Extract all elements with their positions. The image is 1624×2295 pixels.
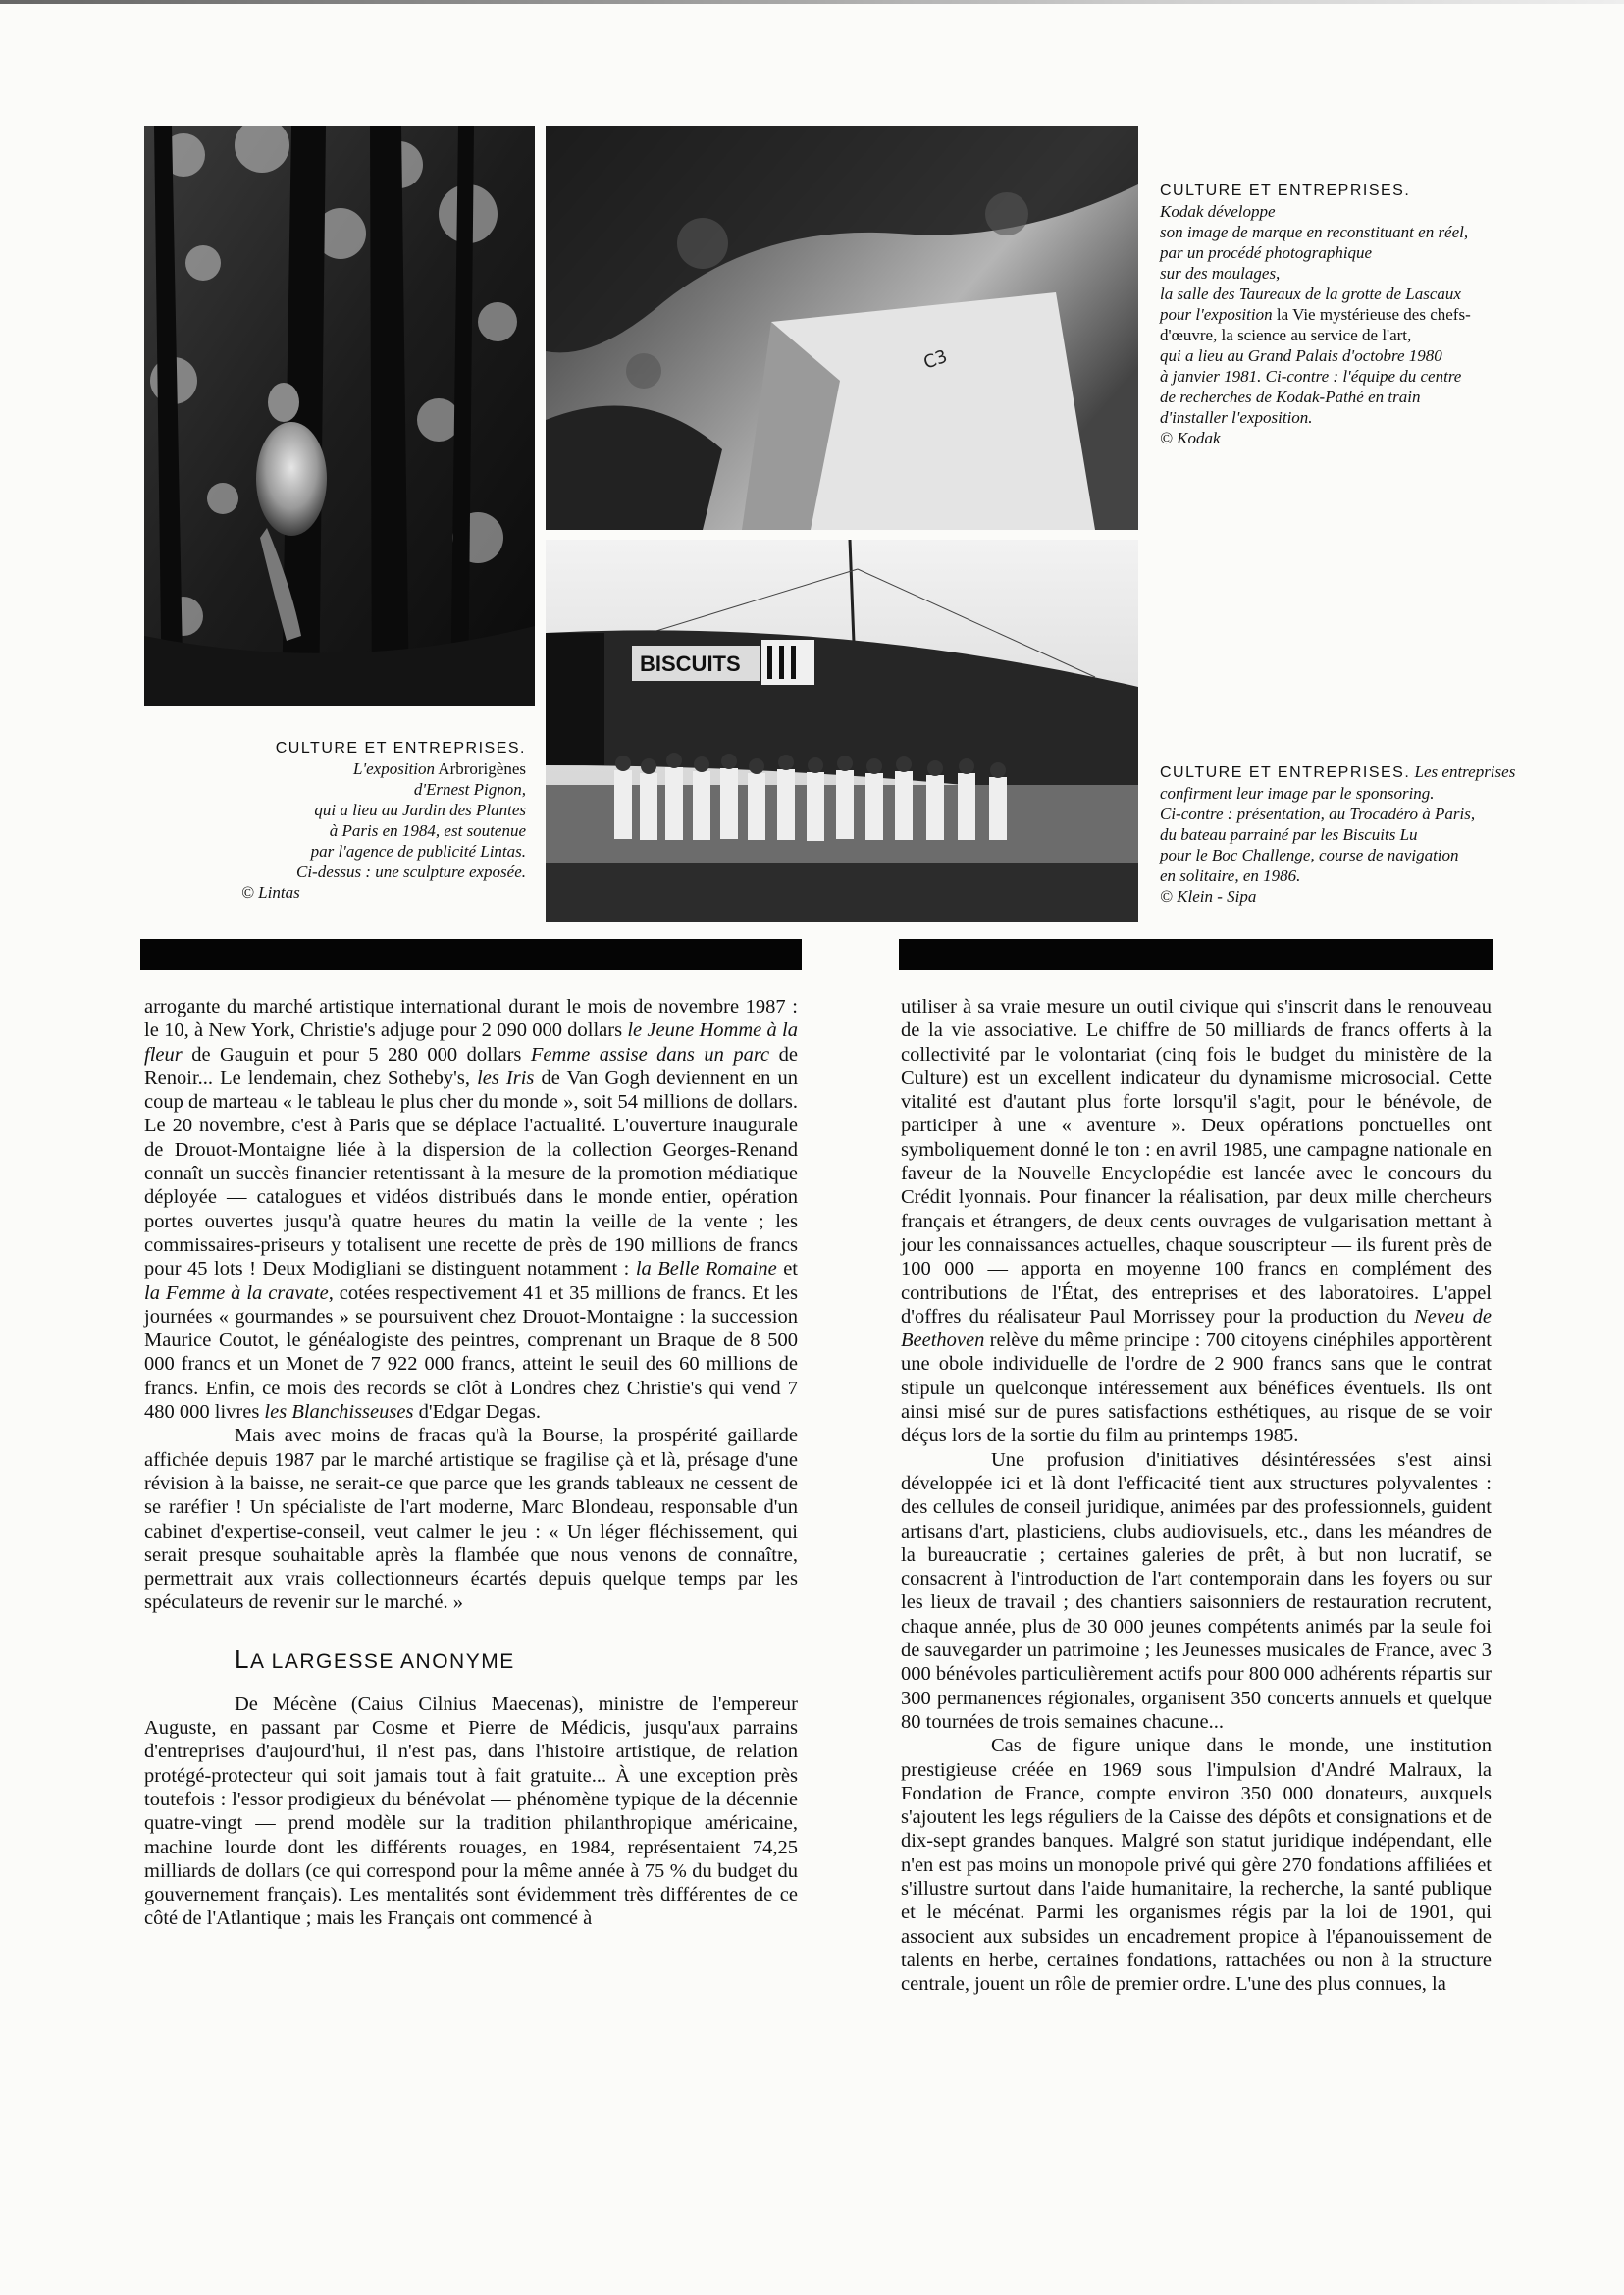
- caption-arbro-line: par l'agence de publicité Lintas.: [310, 842, 526, 861]
- text-run: relève du même principe : 700 citoyens cinéphiles apportèrent une obole individuelle de l'ordre de 2 900 francs sans que le contrat stipule un quelconque intéressement aux bénéfices éventuels. Ils ont ainsi misé sur de pures satisfactions esthétiques, au risque de se voir déçus lors de la sortie du film au printemps 1985.: [901, 1330, 1492, 1447]
- text-run: arrogante du marché artistique international durant le mois de novembre 1987 : le 10, à New York, Christie's adjuge pour 2 090 000 dollars: [144, 996, 798, 1042]
- boat-sign-text: BISCUITS: [640, 652, 741, 676]
- paragraph: Mais avec moins de fracas qu'à la Bourse, la prospérité gaillarde affichée depuis 1987 par le marché artistique se fragilise çà et là, présage d'une révision à la baisse, ne serait-ce que parce que les grands tableaux ne cessent de se raréfier ! Un spécialiste de l'art moderne, Marc Blondeau, responsable d'un cabinet d'expertise-conseil, veut calmer le jeu : « Un léger fléchissement, qui serait presque souhaitable après la flambée que nous venons de connaître, permettrait aux vrais collectionneurs écartés depuis quelque temps par les spéculateurs de revenir sur le marché. »: [144, 1425, 798, 1614]
- caption-kodak-line: d'œuvre, la science au service de l'art,: [1160, 326, 1412, 344]
- caption-kodak-line: d'installer l'exposition.: [1160, 408, 1313, 427]
- caption-sponsor-line: Les entreprises: [1410, 762, 1516, 781]
- caption-kodak-head: CULTURE ET ENTREPRISES.: [1160, 183, 1411, 199]
- caption-kodak-line: à janvier 1981. Ci-contre : l'équipe du centre: [1160, 367, 1462, 386]
- caption-sponsoring: [1160, 761, 1538, 907]
- paragraph: De Mécène (Caius Cilnius Maecenas), ministre de l'empereur Auguste, en passant par Cosme et Pierre de Médicis, jusqu'aux parrains d'entreprises d'aujourd'hui, il n'est pas, dans l'histoire artistique, de relation protégé-protecteur qui soit jamais tout à fait gratuite... À une exception près toutefois : l'essor prodigieux du bénévolat — phénomène typique de la décennie quatre-vingt — prend modèle sur la tradition philanthropique américaine, machine lourde dont les différents rouages, en 1984, représentaient 74,25 milliards de dollars (ce qui correspond pour la même année à 75 % du budget du gouvernement français). Les mentalités sont évidemment très différentes de ce côté de l'Atlantique ; mais les Français ont commencé à: [144, 1693, 798, 1930]
- black-band-left: [140, 939, 802, 970]
- photo-sculpture: [144, 126, 535, 706]
- section-heading: [235, 1644, 798, 1677]
- article-column-left: [144, 995, 798, 1931]
- caption-kodak-line: de recherches de Kodak-Pathé en train: [1160, 388, 1421, 406]
- top-scan-edge: [0, 0, 1624, 4]
- caption-arbro-line: Ci-dessus : une sculpture exposée.: [295, 862, 526, 881]
- text-run: de Gauguin et pour 5 280 000 dollars: [182, 1043, 531, 1066]
- caption-kodak-line: qui a lieu au Grand Palais d'octobre 1980: [1160, 346, 1442, 365]
- artwork-title: les Blanchisseuses: [264, 1401, 414, 1424]
- caption-arbrorigenes: [143, 738, 526, 903]
- caption-sponsor-line: du bateau parrainé par les Biscuits Lu: [1160, 825, 1418, 844]
- text-run: utiliser à sa vraie mesure un outil civique qui s'inscrit dans le renouveau de la vie associative. Le chiffre de 50 milliards de francs offerts à la collectivité par le volontariat (cinq fois le budget du ministère de la Culture) est un excellent indicateur du dynamisme microsocial. Cette vitalité est d'autant plus forte lorsqu'il s'agit, pour le bénévole, de participer à une « aventure ». Deux opérations ponctuelles ont symboliquement donné le ton : en avril 1985, une campagne nationale en faveur de la Nouvelle Encyclopédie est lancée avec le concours du Crédit lyonnais. Pour financer la réalisation, par deux mille chercheurs français et étrangers, de deux cents ouvrages de vulgarisation mettant à jour les connaissances actuelles, chaque souscripteur — ils furent près de 100 000 — apporta en moyenne 100 francs en complément des contributions de l'État, des entreprises et des laboratoires. L'appel d'offres du réalisateur Paul Morrissey pour la production du: [901, 996, 1492, 1328]
- photo-boat-biscuits: [546, 540, 1138, 922]
- caption-sponsor-line: en solitaire, en 1986.: [1160, 866, 1301, 885]
- caption-kodak-credit: © Kodak: [1160, 429, 1221, 447]
- caption-arbro-line: L'exposition: [353, 759, 435, 778]
- caption-arbro-line: qui a lieu au Jardin des Plantes: [314, 801, 526, 819]
- artwork-title: la Belle Romaine: [635, 1258, 777, 1280]
- artwork-title: la Femme à la cravate: [144, 1281, 329, 1304]
- artwork-title: le Jeune Homme à la fleur: [144, 1019, 798, 1066]
- sculpture-image: [144, 126, 535, 706]
- caption-kodak-line: Kodak développe: [1160, 202, 1276, 221]
- heading-rest: A LARGESSE ANONYME: [249, 1649, 515, 1673]
- paragraph: [901, 995, 1492, 1448]
- caption-kodak-line: la Vie mystérieuse des chefs-: [1272, 305, 1471, 324]
- caption-kodak-line: pour l'exposition: [1160, 305, 1273, 324]
- cave-image: [546, 126, 1138, 530]
- caption-kodak-line: par un procédé photographique: [1160, 243, 1373, 262]
- caption-kodak-line: sur des moulages,: [1160, 264, 1281, 283]
- caption-kodak-line: son image de marque en reconstituant en réel,: [1160, 223, 1469, 241]
- text-run: et: [776, 1258, 798, 1280]
- black-band-right: [899, 939, 1493, 970]
- caption-arbro-head: CULTURE ET ENTREPRISES.: [275, 740, 526, 756]
- text-run: de Van Gogh deviennent en un coup de marteau « le tableau le plus cher du monde », soit 54 millions de dollars. Le 20 novembre, c'est à Paris que se déplace l'actualité. L'ouverture inaugurale de Drouot-Montaigne liée à la dispersion de la collection Georges-Renand connaît un succès financier retentissant à la mesure de la promotion médiatique déployée — catalogues et vidéos distribués dans le monde entier, opération portes ouvertes jusqu'à quatre heures du matin la veille de la vente ; les commissaires-priseurs y totalisent une recette de près de 190 millions de francs pour 45 lots ! Deux Modigliani se distinguent notamment :: [144, 1067, 799, 1280]
- caption-sponsor-line: confirment leur image par le sponsoring.: [1160, 784, 1435, 803]
- photo-cave-lascaux: [546, 126, 1138, 530]
- caption-arbro-credit: © Lintas: [241, 883, 300, 902]
- film-title: Neveu de Beethoven: [901, 1305, 1492, 1352]
- caption-sponsor-credit: © Klein - Sipa: [1160, 887, 1257, 906]
- caption-arbro-line: Arbrorigènes: [434, 759, 526, 778]
- caption-arbro-line: d'Ernest Pignon,: [413, 780, 526, 799]
- boat-image: [546, 540, 1138, 922]
- svg-text:C3: C3: [920, 345, 951, 374]
- caption-sponsor-head: CULTURE ET ENTREPRISES.: [1160, 764, 1411, 781]
- artwork-title: Femme assise dans un parc: [530, 1043, 770, 1066]
- caption-kodak-line: la salle des Taureaux de la grotte de Lascaux: [1160, 285, 1461, 303]
- text-run: , cotées respectivement 41 et 35 millions de francs. Et les journées « gourmandes » se poursuivent chez Drouot-Montaigne : la succession Maurice Coutot, le généalogiste des peintres, comprenant un Braque de 8 500 000 francs et un Monet de 7 922 000 francs, atteint le seuil des 60 millions de francs. Enfin, ce mois des records se clôt à Londres chez Christie's qui vend 7 480 000 livres: [144, 1281, 798, 1424]
- caption-kodak: [1160, 181, 1533, 448]
- caption-arbro-line: à Paris en 1984, est soutenue: [329, 821, 526, 840]
- paragraph: [144, 995, 798, 1424]
- caption-sponsor-line: pour le Boc Challenge, course de navigation: [1160, 846, 1459, 864]
- artwork-title: les Iris: [477, 1067, 535, 1089]
- caption-sponsor-line: Ci-contre : présentation, au Trocadéro à Paris,: [1160, 805, 1476, 823]
- text-run: de Renoir... Le lendemain, chez Sotheby's,: [144, 1043, 798, 1089]
- article-column-right: [901, 995, 1492, 1996]
- heading-initial: L: [235, 1643, 250, 1674]
- paragraph: Cas de figure unique dans le monde, une institution prestigieuse créée en 1969 sous l'impulsion d'André Malraux, la Fondation de France, compte environ 350 000 donateurs, auxquels s'ajoutent les legs réguliers de la Caisse des dépôts et consignations et de dix-sept grandes banques. Malgré son statut juridique indépendant, elle n'en est pas moins un monopole privé qui gère 270 fondations affiliées et s'illustre surtout dans l'aide humanitaire, la recherche, la santé publique et le mécénat. Parmi les organismes régis par la loi de 1901, qui associent aux subsides un encadrement propice à l'épanouissement de talents en herbe, certaines fondations, rattachées ou non à la structure centrale, jouent un rôle de premier ordre. L'une des plus connues, la: [901, 1735, 1492, 1996]
- text-run: d'Edgar Degas.: [413, 1401, 541, 1424]
- paragraph: Une profusion d'initiatives désintéressées s'est ainsi développée ici et là dont l'efficacité tient aux structures polyvalentes : des cellules de conseil juridique, animées par des professionnels, guident artisans d'art, plasticiens, clubs audiovisuels, etc., dans les méandres de la bureaucratie ; certaines galeries de prêt, à but non lucratif, se consacrent à l'introduction de l'art contemporain dans les foyers ou sur les lieux de travail ; des chantiers saisonniers de restauration recrutent, chaque année, plus de 30 000 jeunes compétents animés par la seule foi de sauvegarder un patrimoine ; les Jeunesses musicales de France, avec 3 000 bénévoles particulièrement actifs pour 800 000 adhérents répartis sur 300 permanences régionales, organisent 350 concerts annuels et quelque 80 tournées de trois semaines chacune...: [901, 1448, 1492, 1733]
